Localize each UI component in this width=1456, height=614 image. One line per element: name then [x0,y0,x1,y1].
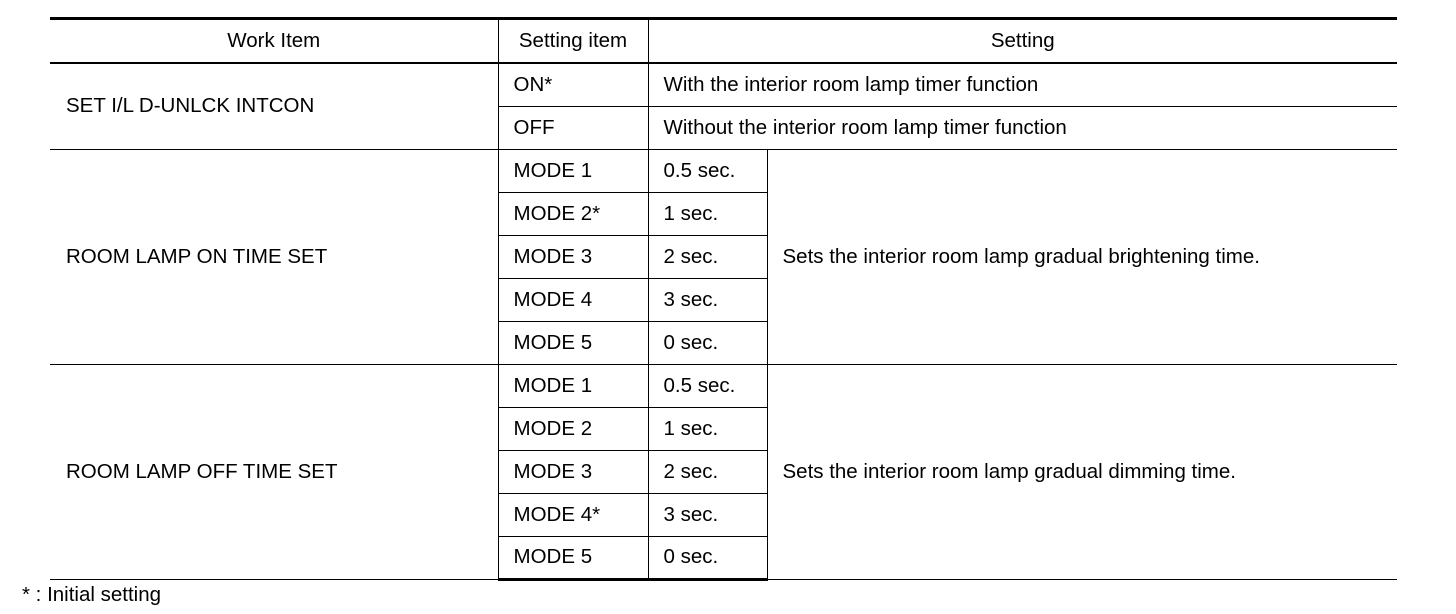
work-item-cell: ROOM LAMP ON TIME SET [50,149,498,364]
table-row [50,364,1397,407]
header-setting: Setting [648,19,1397,64]
time-cell: 1 sec. [648,192,767,235]
time-cell: 0.5 sec. [648,364,767,407]
time-cell: 0.5 sec. [648,149,767,192]
header-work-item: Work Item [50,19,498,64]
setting-item-cell: MODE 2 [498,407,648,450]
setting-item-cell: MODE 1 [498,364,648,407]
settings-table [50,17,1397,581]
setting-item-cell: MODE 3 [498,235,648,278]
setting-cell: Without the interior room lamp timer function [648,106,1397,149]
setting-item-cell: ON* [498,63,648,106]
setting-item-cell: MODE 4* [498,493,648,536]
description-cell: Sets the interior room lamp gradual brightening time. [767,149,1397,364]
setting-item-cell: MODE 5 [498,536,648,579]
table-row [50,63,1397,106]
work-item-cell: SET I/L D-UNLCK INTCON [50,63,498,149]
time-cell: 2 sec. [648,450,767,493]
setting-item-cell: MODE 2* [498,192,648,235]
setting-item-cell: MODE 5 [498,321,648,364]
description-cell: Sets the interior room lamp gradual dimming time. [767,364,1397,579]
time-cell: 0 sec. [648,536,767,579]
setting-item-cell: MODE 3 [498,450,648,493]
time-cell: 1 sec. [648,407,767,450]
setting-item-cell: MODE 1 [498,149,648,192]
work-item-cell: ROOM LAMP OFF TIME SET [50,364,498,579]
time-cell: 3 sec. [648,278,767,321]
table-header-row [50,19,1397,64]
footnote: * : Initial setting [22,583,162,606]
table-row [50,149,1397,192]
setting-cell: With the interior room lamp timer function [648,63,1397,106]
setting-item-cell: MODE 4 [498,278,648,321]
setting-item-cell: OFF [498,106,648,149]
time-cell: 3 sec. [648,493,767,536]
time-cell: 2 sec. [648,235,767,278]
time-cell: 0 sec. [648,321,767,364]
header-setting-item: Setting item [498,19,648,64]
